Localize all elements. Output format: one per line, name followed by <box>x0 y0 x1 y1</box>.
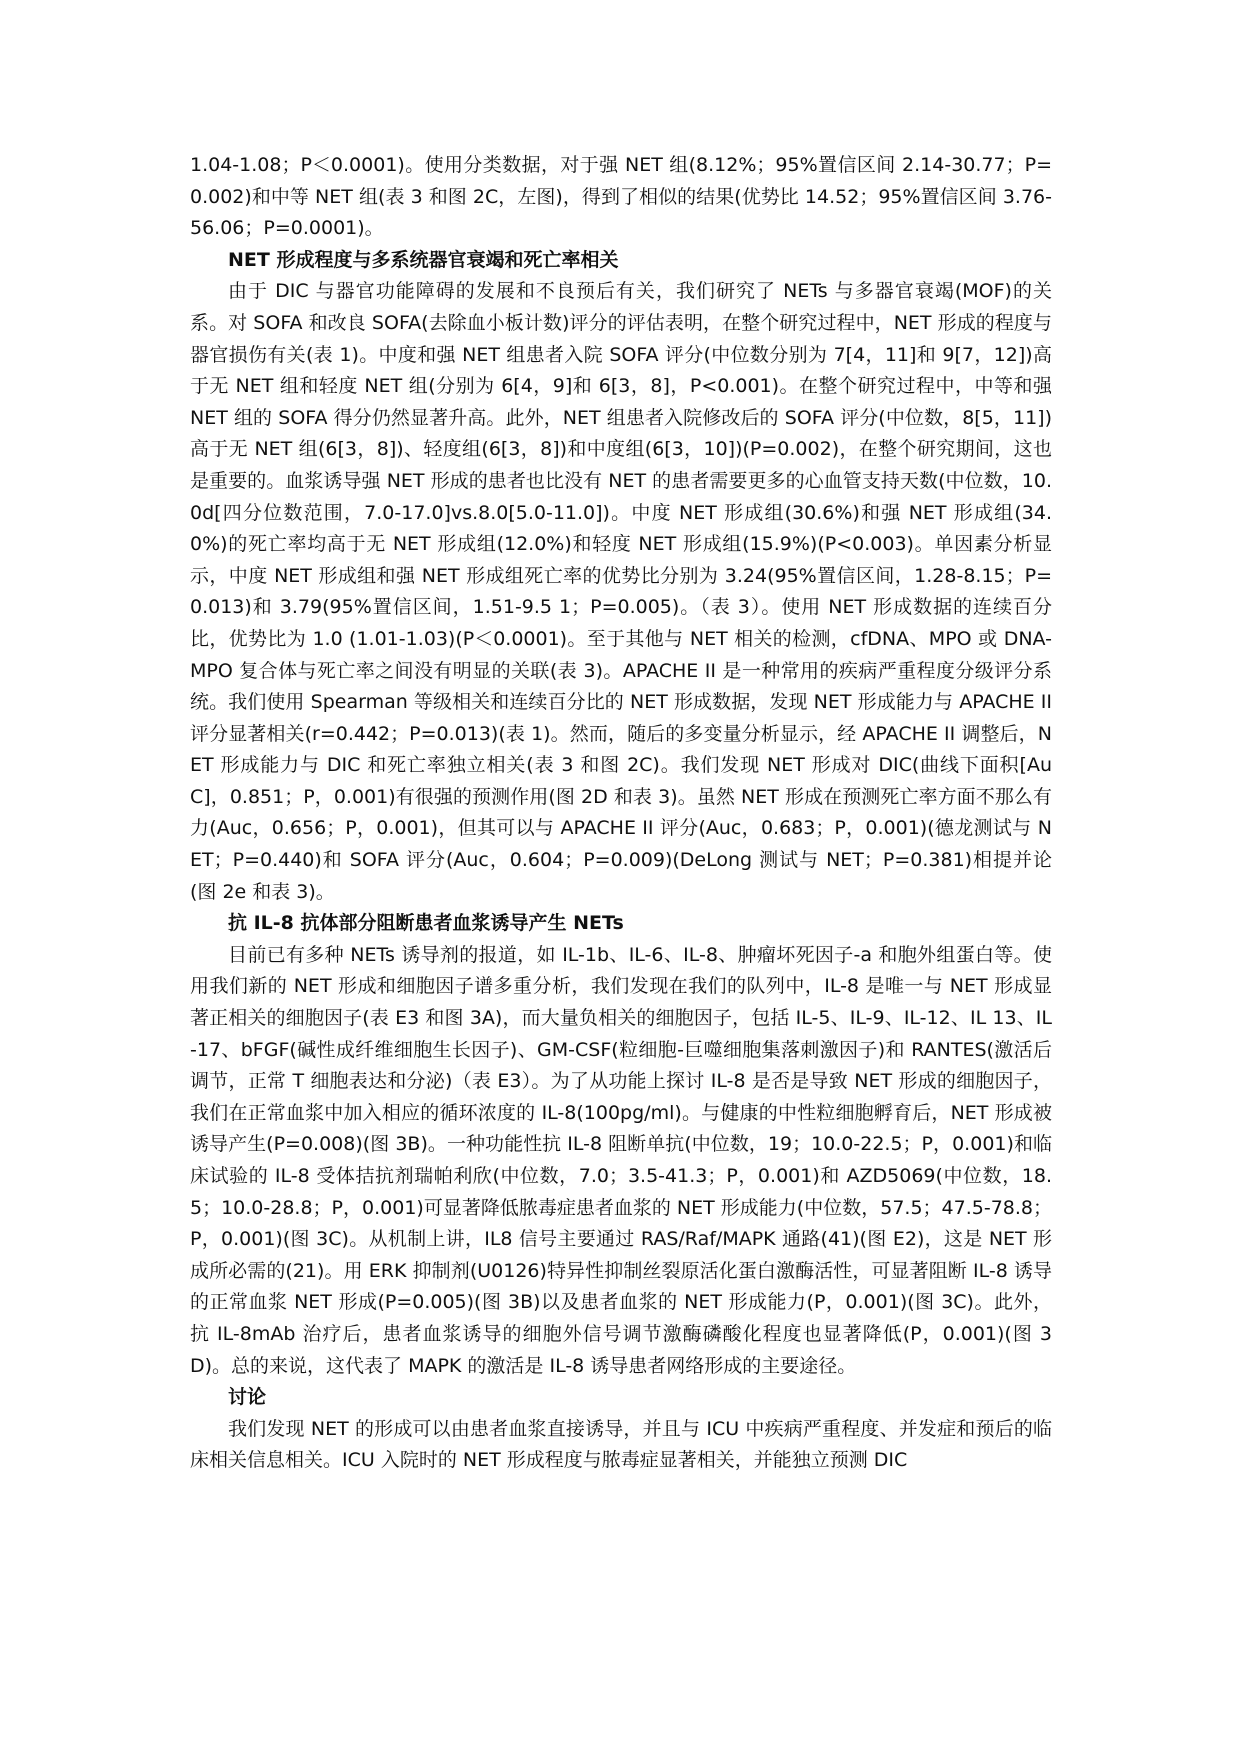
document-page <box>190 150 1052 1477</box>
section-heading-il8-antibody: 抗 IL-8 抗体部分阻断患者血浆诱导产生 NETs <box>228 912 624 935</box>
paragraph-organ-failure-mortality: 由于 DIC 与器官功能障碍的发展和不良预后有关，我们研究了 NETs 与多器官衰竭(MOF)的关系。对 SOFA 和改良 SOFA(去除血小板计数)评分的评估表明，在整个研究过程中，NET 形成的程度与器官损伤有关(表 1)。中度和强 NET 组患者入院 SOFA 评分(中位数分别为 7[4，11]和 9[7，12])高于无 NET 组和轻度 NET 组(分别为 6[4，9]和 6[3，8]，P<0.001)。在整个研究过程中，中等和强 NET 组的 SOFA 得分仍然显著升高。此外，NET 组患者入院修改后的 SOFA 评分(中位数，8[5，11])高于无 NET 组(6[3，8])、轻度组(6[3，8])和中度组(6[3，10])(P=0.002)，在整个研究期间，这也是重要的。血浆诱导强 NET 形成的患者也比没有 NET 的患者需要更多的心血管支持天数(中位数，10.0d[四分位数范围，7.0-17.0]vs.8.0[5.0-11.0])。中度 NET 形成组(30.6%)和强 NET 形成组(34.0%)的死亡率均高于无 NET 形成组(12.0%)和轻度 NET 形成组(15.9%)(P<0.003)。单因素分析显示，中度 NET 形成组和强 NET 形成组死亡率的优势比分别为 3.24(95%置信区间，1.28-8.15；P=0.013)和 3.79(95%置信区间，1.51-9.5 1；P=0.005)。（表 3）。使用 NET 形成数据的连续百分比，优势比为 1.0 (1.01-1.03)(P＜0.0001)。至于其他与 NET 相关的检测，cfDNA、MPO 或 DNA-MPO 复合体与死亡率之间没有明显的关联(表 3)。APACHE II 是一种常用的疾病严重程度分级评分系统。我们使用 Spearman 等级相关和连续百分比的 NET 形成数据，发现 NET 形成能力与 APACHE II 评分显著相关(r=0.442；P=0.013)(表 1)。然而，随后的多变量分析显示，经 APACHE II 调整后，NET 形成能力与 DIC 和死亡率独立相关(表 3 和图 2C)。我们发现 NET 形成对 DIC(曲线下面积[AuC]，0.851；P，0.001)有很强的预测作用(图 2D 和表 3)。虽然 NET 形成在预测死亡率方面不那么有力(Auc，0.656；P，0.001)，但其可以与 APACHE II 评分(Auc，0.683；P，0.001)(德龙测试与 NET；P=0.440)和 SOFA 评分(Auc，0.604；P=0.009)(DeLong 测试与 NET；P=0.381)相提并论(图 2e 和表 3)。 <box>190 280 1052 903</box>
paragraph-il8-antibody: 目前已有多种 NETs 诱导剂的报道，如 IL-1b、IL-6、IL-8、肿瘤坏死因子-a 和胞外组蛋白等。使用我们新的 NET 形成和细胞因子谱多重分析，我们发现在我们的队列中，IL-8 是唯一与 NET 形成显著正相关的细胞因子(表 E3 和图 3A)，而大量负相关的细胞因子，包括 IL-5、IL-9、IL-12、IL 13、IL-17、bFGF(碱性成纤维细胞生长因子)、GM-CSF(粒细胞-巨噬细胞集落刺激因子)和 RANTES(激活后调节，正常 T 细胞表达和分泌)（表 E3）。为了从功能上探讨 IL-8 是否是导致 NET 形成的细胞因子，我们在正常血浆中加入相应的循环浓度的 IL-8(100pg/ml)。与健康的中性粒细胞孵育后，NET 形成被诱导产生(P=0.008)(图 3B)。一种功能性抗 IL-8 阻断单抗(中位数，19；10.0-22.5；P，0.001)和临床试验的 IL-8 受体拮抗剂瑞帕利欣(中位数，7.0；3.5-41.3；P，0.001)和 AZD5069(中位数，18.5；10.0-28.8；P，0.001)可显著降低脓毒症患者血浆的 NET 形成能力(中位数，57.5；47.5-78.8；P，0.001)(图 3C)。从机制上讲，IL8 信号主要通过 RAS/Raf/MAPK 通路(41)(图 E2)，这是 NET 形成所必需的(21)。用 ERK 抑制剂(U0126)特异性抑制丝裂原活化蛋白激酶活性，可显著阻断 IL-8 诱导的正常血浆 NET 形成(P=0.005)(图 3B)以及患者血浆的 NET 形成能力(P，0.001)(图 3C)。此外，抗 IL-8mAb 治疗后，患者血浆诱导的细胞外信号调节激酶磷酸化程度也显著降低(P，0.001)(图 3D)。总的来说，这代表了 MAPK 的激活是 IL-8 诱导患者网络形成的主要途径。 <box>190 943 1052 1377</box>
section-heading-organ-failure-mortality: NET 形成程度与多系统器官衰竭和死亡率相关 <box>228 248 619 271</box>
paragraph-odds-ratio-continuation: 1.04-1.08；P＜0.0001)。使用分类数据，对于强 NET 组(8.12%；95%置信区间 2.14-30.77；P=0.002)和中等 NET 组(表 3 和图 2C，左图)，得到了相似的结果(优势比 14.52；95%置信区间 3.76-56.06；P=0.0001)。 <box>190 154 1052 240</box>
section-heading-discussion: 讨论 <box>228 1386 267 1409</box>
paragraph-discussion: 我们发现 NET 的形成可以由患者血浆直接诱导，并且与 ICU 中疾病严重程度、并发症和预后的临床相关信息相关。ICU 入院时的 NET 形成程度与脓毒症显著相关，并能独立预测 DIC <box>190 1417 1052 1472</box>
